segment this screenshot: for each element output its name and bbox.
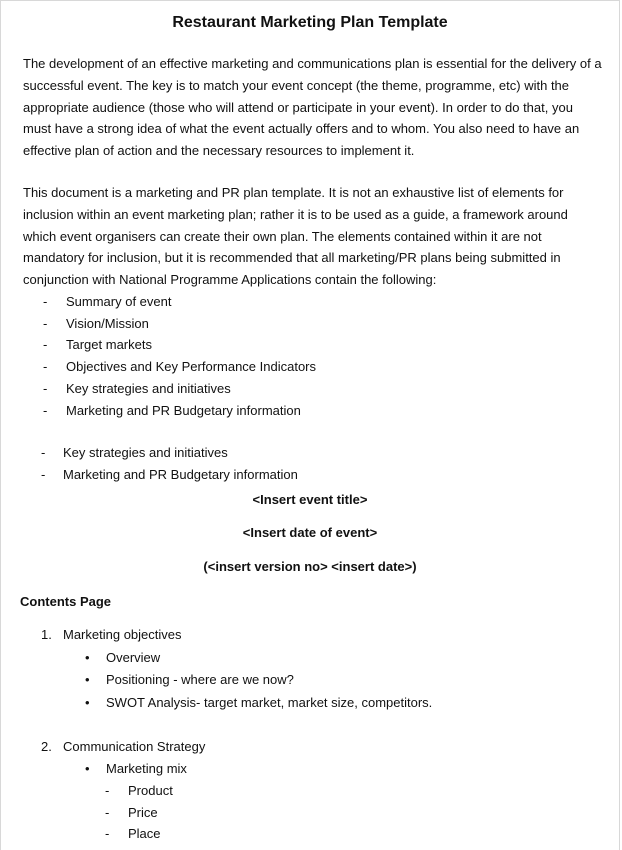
- bullet-marker: •: [85, 695, 90, 710]
- insert-event-title: <Insert event title>: [252, 492, 368, 507]
- template-paragraph: This document is a marketing and PR plan template. It is not an exhaustive list of elements for inclusion within an event marketing plan; rather it is to be used as a guide, a framework around which event organisers can create their own plan. The elements contained within it are not mandatory for inclusion, but it is recommended that all marketing/PR plans being submitted in conjunction with National Programme Applications contain the following:: [23, 185, 568, 288]
- contents-heading: Contents Page: [20, 594, 112, 609]
- dash-marker: -: [105, 805, 110, 820]
- intro-paragraph: The development of an effective marketing and communications plan is essential for the delivery of a successful event. The key is to match your event concept (the theme, programme, etc) with the appropriate audience (those who will attend or participate in your event). In order to do that, you must have a strong idea of what the event actually offers and to whom. You also need to have an effective plan of action and the necessary resources to implement it.: [23, 56, 602, 159]
- dash-marker: -: [43, 316, 48, 331]
- document-title: Restaurant Marketing Plan Template: [172, 14, 448, 31]
- contents-label: Communication Strategy: [63, 739, 206, 754]
- dash-marker: -: [105, 826, 110, 841]
- contents-number: 1.: [41, 627, 52, 642]
- bullet-marker: •: [85, 650, 90, 665]
- dash-marker: -: [43, 403, 48, 418]
- dash-marker: -: [41, 445, 46, 460]
- contents-label: Marketing objectives: [63, 627, 182, 642]
- dash-marker: -: [43, 359, 48, 374]
- contents-item: [41, 739, 206, 755]
- contents-item: [41, 627, 182, 643]
- document-page: Restaurant Marketing Plan Template The development of an effective marketing and communications plan is essential for the delivery of a successful event. The key is to match your event concept (the theme, programme, etc) with the appropriate audience (those who will attend or participate in your event). In order to do that, you must have a strong idea of what the event actually offers and to whom. You also need to have an effective plan of action and the necessary resources to implement it. This document is a marketing and PR plan template. It is not an exhaustive list of elements for inclusion within an event marketing plan; rather it is to be used as a guide, a framework around which event organisers can create their own plan. The elements contained within it are not mandatory for inclusion, but it is recommended that all marketing/PR plans being submitted in conjunction with National Programme Applications contain the following: - Summary of event - Vision/Mission - Target markets - Objectives and Key Performance Indicators - Key strategies and initiatives - Marketing and PR Budgetary information - Key strategies and initiatives - Marketing and PR Budgetary information <Insert event title> <Insert date of event> (<insert version no> <insert date>) Contents Page 1. Marketing objectives • Overview • Positioning - where are we now? • SWOT Analysis- target market, market size, competitors. 2. Communication Strategy • Marketing mix - Product - Price - Place: [0, 0, 620, 850]
- insert-event-date: <Insert date of event>: [242, 525, 378, 540]
- insert-version: (<insert version no> <insert date>): [203, 559, 417, 574]
- contents-number: 2.: [41, 739, 52, 754]
- dash-marker: -: [41, 467, 46, 482]
- bullet-marker: •: [85, 761, 90, 776]
- bullet-marker: •: [85, 672, 90, 687]
- dash-marker: -: [43, 337, 48, 352]
- dash-marker: -: [43, 294, 48, 309]
- dash-marker: -: [105, 783, 110, 798]
- dash-marker: -: [43, 381, 48, 396]
